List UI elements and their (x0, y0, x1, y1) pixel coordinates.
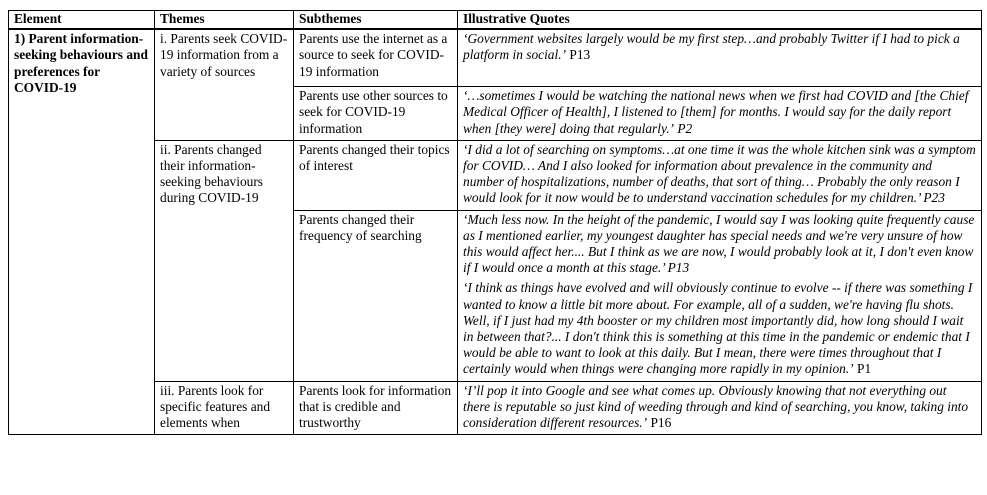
table-row (9, 381, 982, 435)
theme-cell: iii. Parents look for specific features and elements when (155, 381, 294, 435)
header-quotes: Illustrative Quotes (458, 11, 982, 30)
header-subthemes: Subthemes (294, 11, 458, 30)
header-row (9, 11, 982, 30)
participant-id: P1 (857, 361, 872, 377)
participant-id: P13 (569, 47, 591, 63)
subtheme-cell: Parents use the internet as a source to seek for COVID-19 information (294, 29, 458, 87)
quote-text: ‘I think as things have evolved and will obviously continue to evolve -- if there was something I wanted to know a little bit more about. For example, all of a sudden, we're having flu shots. Well, if I just had my 4th booster or my children most importantly did, how long should I wait in between that?... I don't think this is something at this time in the pandemic or endemic that I would be able to want to look at this daily. But I mean, there were times throughout that I certainly would when things were changing more rapidly in my opinion.’ (463, 280, 973, 377)
quote-text: ‘Government websites largely would be my first step…and probably Twitter if I had to pick a platform in social.’ (463, 31, 960, 63)
quote-text: ‘…sometimes I would be watching the national news when we first had COVID and [the Chief Medical Officer of Health], I listened to [them] for months. I would say for the daily report when [they were] doing that regularly.’ (463, 88, 969, 136)
header-themes: Themes (155, 11, 294, 30)
table-row (9, 29, 982, 87)
theme-cell: i. Parents seek COVID-19 information from a variety of sources (155, 29, 294, 140)
subtheme-cell: Parents changed their topics of interest (294, 140, 458, 210)
quote-cell (458, 210, 982, 381)
subtheme-cell: Parents changed their frequency of searching (294, 210, 458, 381)
themes-table (8, 10, 982, 435)
participant-id: P2 (677, 120, 693, 136)
header-element: Element (9, 11, 155, 30)
subtheme-cell: Parents use other sources to seek for COVID-19 information (294, 87, 458, 141)
quote-cell (458, 140, 982, 210)
quote-cell (458, 87, 982, 141)
participant-id: P16 (650, 415, 672, 431)
quote-cell (458, 29, 982, 87)
table-row (9, 140, 982, 210)
quote-cell (458, 381, 982, 435)
element-cell: 1) Parent information-seeking behaviours and preferences for COVID-19 (9, 29, 155, 435)
quote-text: ‘Much less now. In the height of the pandemic, I would say I was looking quite frequently cause as I mentioned earlier, my youngest daughter has special needs and we're very unsure of how this would affect her.... But I think as we are now, I would probably look at it, I don't even know if I would once a month at this stage.’ P13 (463, 211, 975, 276)
quote-text: ‘I’ll pop it into Google and see what comes up. Obviously knowing that not everything out there is reputable so just kind of weeding through and kind of searching, you know, taking into consideration different resources.’ (463, 382, 969, 431)
theme-cell: ii. Parents changed their information-seeking behaviours during COVID-19 (155, 140, 294, 381)
quote-text: ‘I did a lot of searching on symptoms…at one time it was the whole kitchen sink was a symptom for COVID… And I also looked for information about prevalence in the community and number of hospitalizations, number of deaths, that sort of thing… Probably the only reason I would look for it now would be to understand vaccination schedules for my children.’ P23 (463, 141, 976, 206)
subtheme-cell: Parents look for information that is credible and trustworthy (294, 381, 458, 435)
